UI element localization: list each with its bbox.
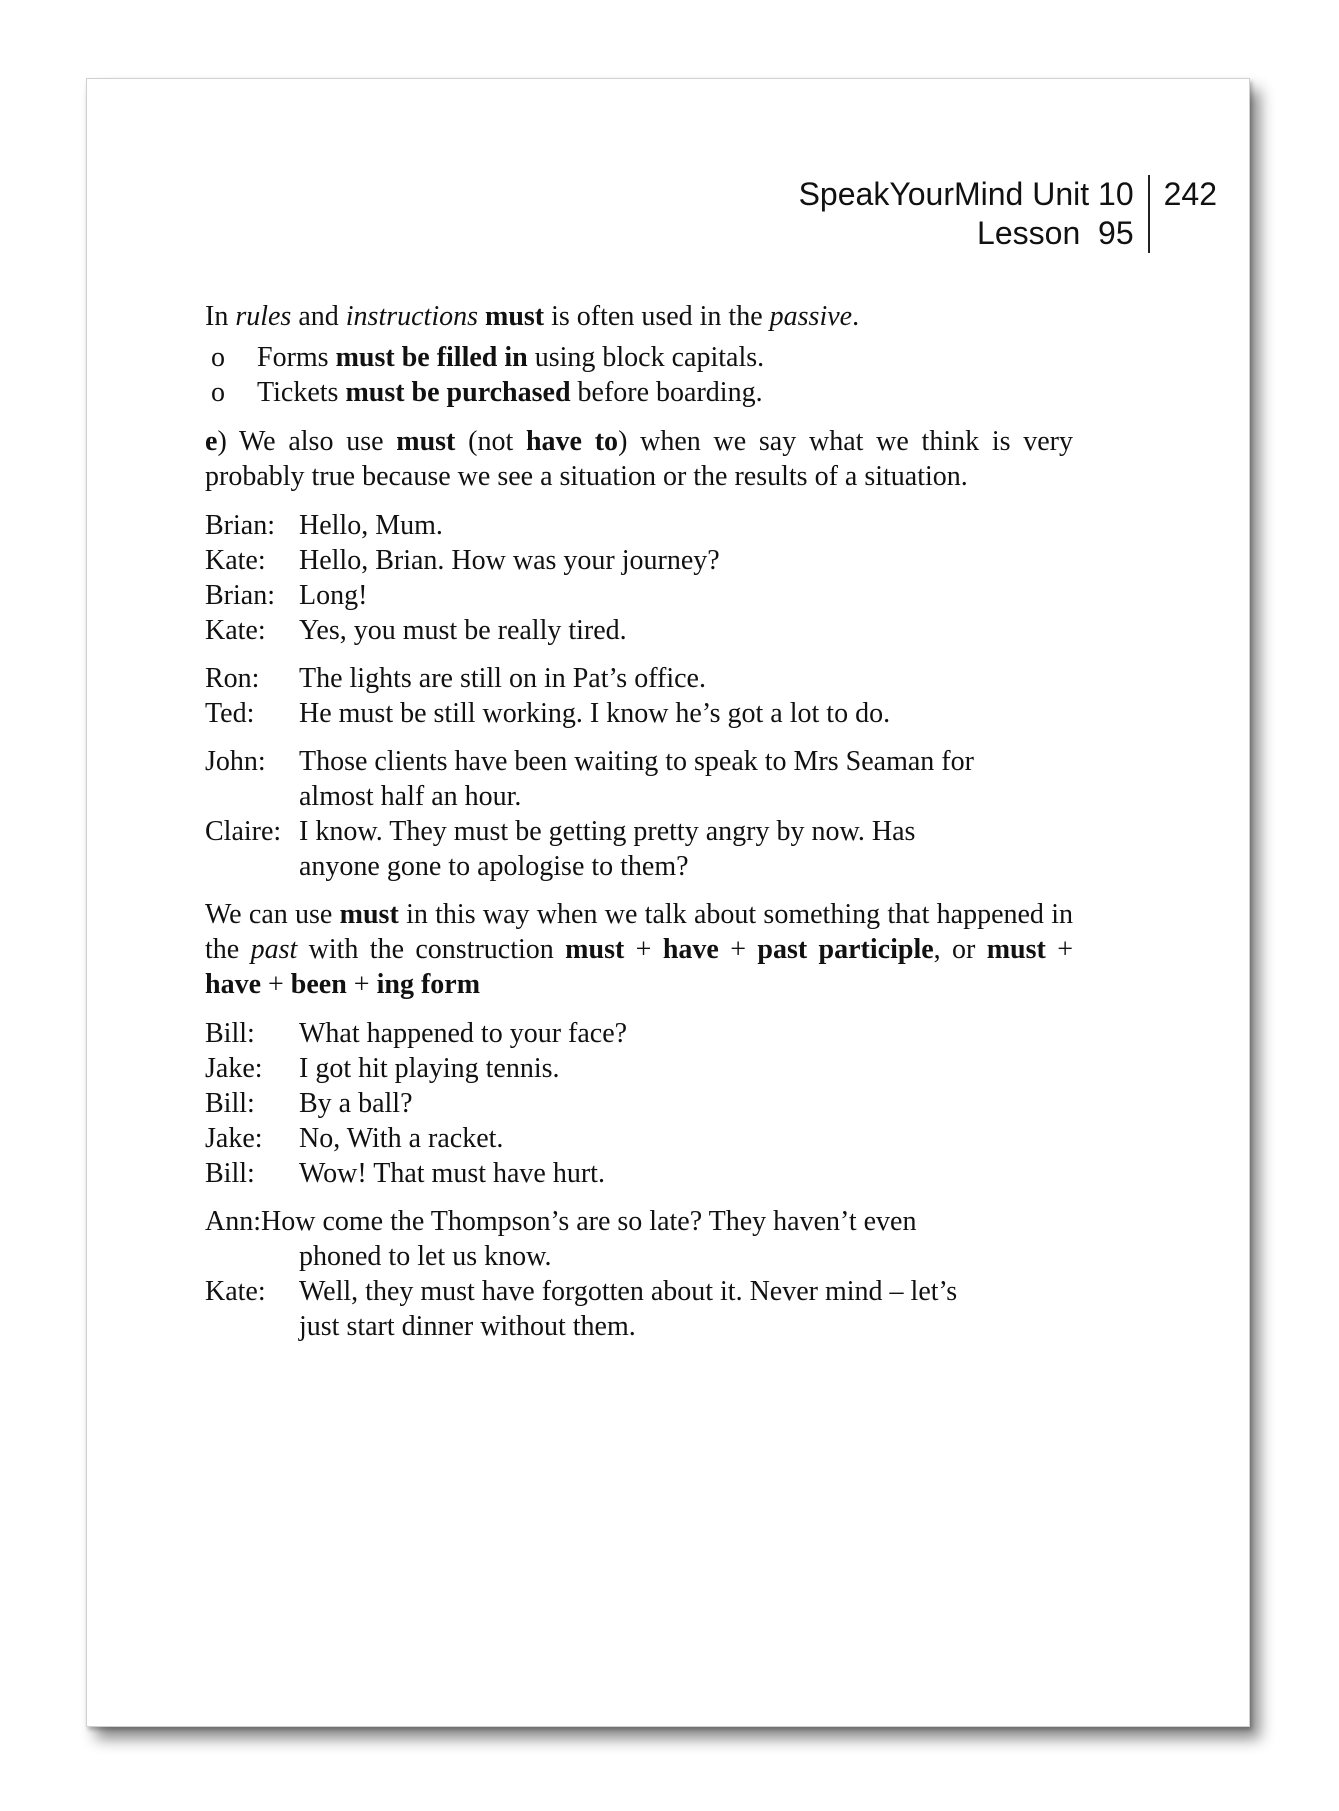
section-e-text: ) We also use [217,426,397,457]
past-paragraph [205,897,1073,1002]
bullet-text [257,340,764,375]
speech [299,744,1073,814]
past-participle: past participle [757,934,934,965]
speaker: Brian: [205,510,275,541]
bullet-item [205,375,1073,410]
section-e-have-to: have to [525,426,619,457]
section-e-must: must [396,426,456,457]
intro-must: must [485,301,545,332]
speech-line: just start dinner without them. [299,1311,636,1342]
dialogue-line [205,1051,1073,1086]
speech: The lights are still on in Pat’s office. [299,663,706,694]
speaker: Kate: [205,545,266,576]
intro-text: is often used in the [544,301,770,332]
page-number: 242 [1163,176,1217,212]
bullet-marker: o [211,342,225,373]
past-text: + [718,934,758,965]
section-e-label: e [205,426,218,457]
speech-line: How come the Thompson’s are so late? They haven’t even [261,1206,917,1237]
example-bullets [205,340,1073,410]
bullet-item [205,340,1073,375]
past-text: with the construction [297,934,566,965]
speaker: John: [205,746,266,777]
speaker: Kate: [205,1276,266,1307]
page-header [799,175,1217,253]
past-ing-form: ing form [376,969,481,1000]
speech-line: anyone gone to apologise to them? [299,851,689,882]
dialogue-3 [205,744,1073,884]
dialogue-line [205,744,1073,814]
past-have: have [205,969,261,1000]
speech: Hello, Mum. [299,510,443,541]
document-page [86,78,1250,1727]
speech: I got hit playing tennis. [299,1053,560,1084]
dialogue-line [205,814,1073,884]
past-text: , or [933,934,987,965]
dialogue-line [205,1016,1073,1051]
intro-text [478,301,485,332]
dialogue-line [205,696,1073,731]
intro-text: In [205,301,236,332]
dialogue-line [205,1086,1073,1121]
past-been: been [290,969,347,1000]
bullet-post: using block capitals. [527,342,765,373]
intro-paragraph [205,299,1073,334]
intro-instructions: instructions [345,301,478,332]
speaker: Ann: [205,1206,261,1237]
header-titles [799,175,1148,253]
speech: Wow! That must have hurt. [299,1158,605,1189]
unit-title: SpeakYourMind Unit 10 [798,176,1134,212]
speech: What happened to your face? [299,1018,628,1049]
speech: No, With a racket. [299,1123,504,1154]
intro-rules: rules [235,301,292,332]
dialogue-1 [205,508,1073,648]
section-e-text: (not [455,426,526,457]
speaker: Ron: [205,663,260,694]
speaker: Bill: [205,1018,255,1049]
bullet-marker: o [211,377,225,408]
speaker: Jake: [205,1053,263,1084]
dialogue-2 [205,661,1073,731]
lesson-content [205,299,1073,1357]
past-text: + [261,969,291,1000]
bullet-pre: Tickets [257,377,346,408]
dialogue-5 [205,1204,1073,1344]
intro-text: and [291,301,346,332]
past-must: must [339,899,399,930]
speech-line: phoned to let us know. [299,1241,552,1272]
past-text: We can use [205,899,340,930]
bullet-text [257,375,763,410]
speech: He must be still working. I know he’s got a lot to do. [299,698,891,729]
intro-text: . [852,301,860,332]
dialogue-line [205,508,1073,543]
past-text: + [346,969,377,1000]
speech: By a ball? [299,1088,413,1119]
past-must: must [565,934,625,965]
bullet-bold: must be purchased [345,377,571,408]
speaker: Brian: [205,580,275,611]
speech-line: Well, they must have forgotten about it. Never mind – let’s [299,1276,958,1307]
bullet-post: before boarding. [570,377,763,408]
speech-line: Those clients have been waiting to speak to Mrs Seaman for [299,746,974,777]
speech: Long! [299,580,368,611]
dialogue-line [205,661,1073,696]
speech [299,814,1073,884]
bullet-pre: Forms [257,342,336,373]
dialogue-line [205,1274,1073,1344]
speaker: Bill: [205,1158,255,1189]
intro-passive: passive [769,301,853,332]
speech: Yes, you must be really tired. [299,615,627,646]
dialogue-line [205,1121,1073,1156]
speaker: Claire: [205,816,282,847]
speaker: Kate: [205,615,266,646]
speech-line: almost half an hour. [299,781,522,812]
speech-line: I know. They must be getting pretty angry by now. Has [299,816,916,847]
past-have: have [662,934,719,965]
past-italic: past [250,934,298,965]
bullet-bold: must be filled in [335,342,528,373]
past-text: + [1045,934,1074,965]
dialogue-4 [205,1016,1073,1191]
section-e-text: ) when we say what we think is very probably true because we see a situation or the results of a situation. [205,426,1074,492]
past-text: in this way when we talk about something that happened in the [205,899,1073,965]
past-text: + [624,934,663,965]
lesson-title: Lesson 95 [977,215,1134,251]
dialogue-line [205,1156,1073,1191]
speaker: Bill: [205,1088,255,1119]
past-must: must [986,934,1046,965]
dialogue-line [205,613,1073,648]
section-e-paragraph [205,424,1073,494]
dialogue-line [205,578,1073,613]
speaker: Jake: [205,1123,263,1154]
speech: Hello, Brian. How was your journey? [299,545,720,576]
dialogue-line [205,543,1073,578]
dialogue-line [205,1204,1073,1274]
speech [299,1274,1073,1344]
speaker: Ted: [205,698,255,729]
